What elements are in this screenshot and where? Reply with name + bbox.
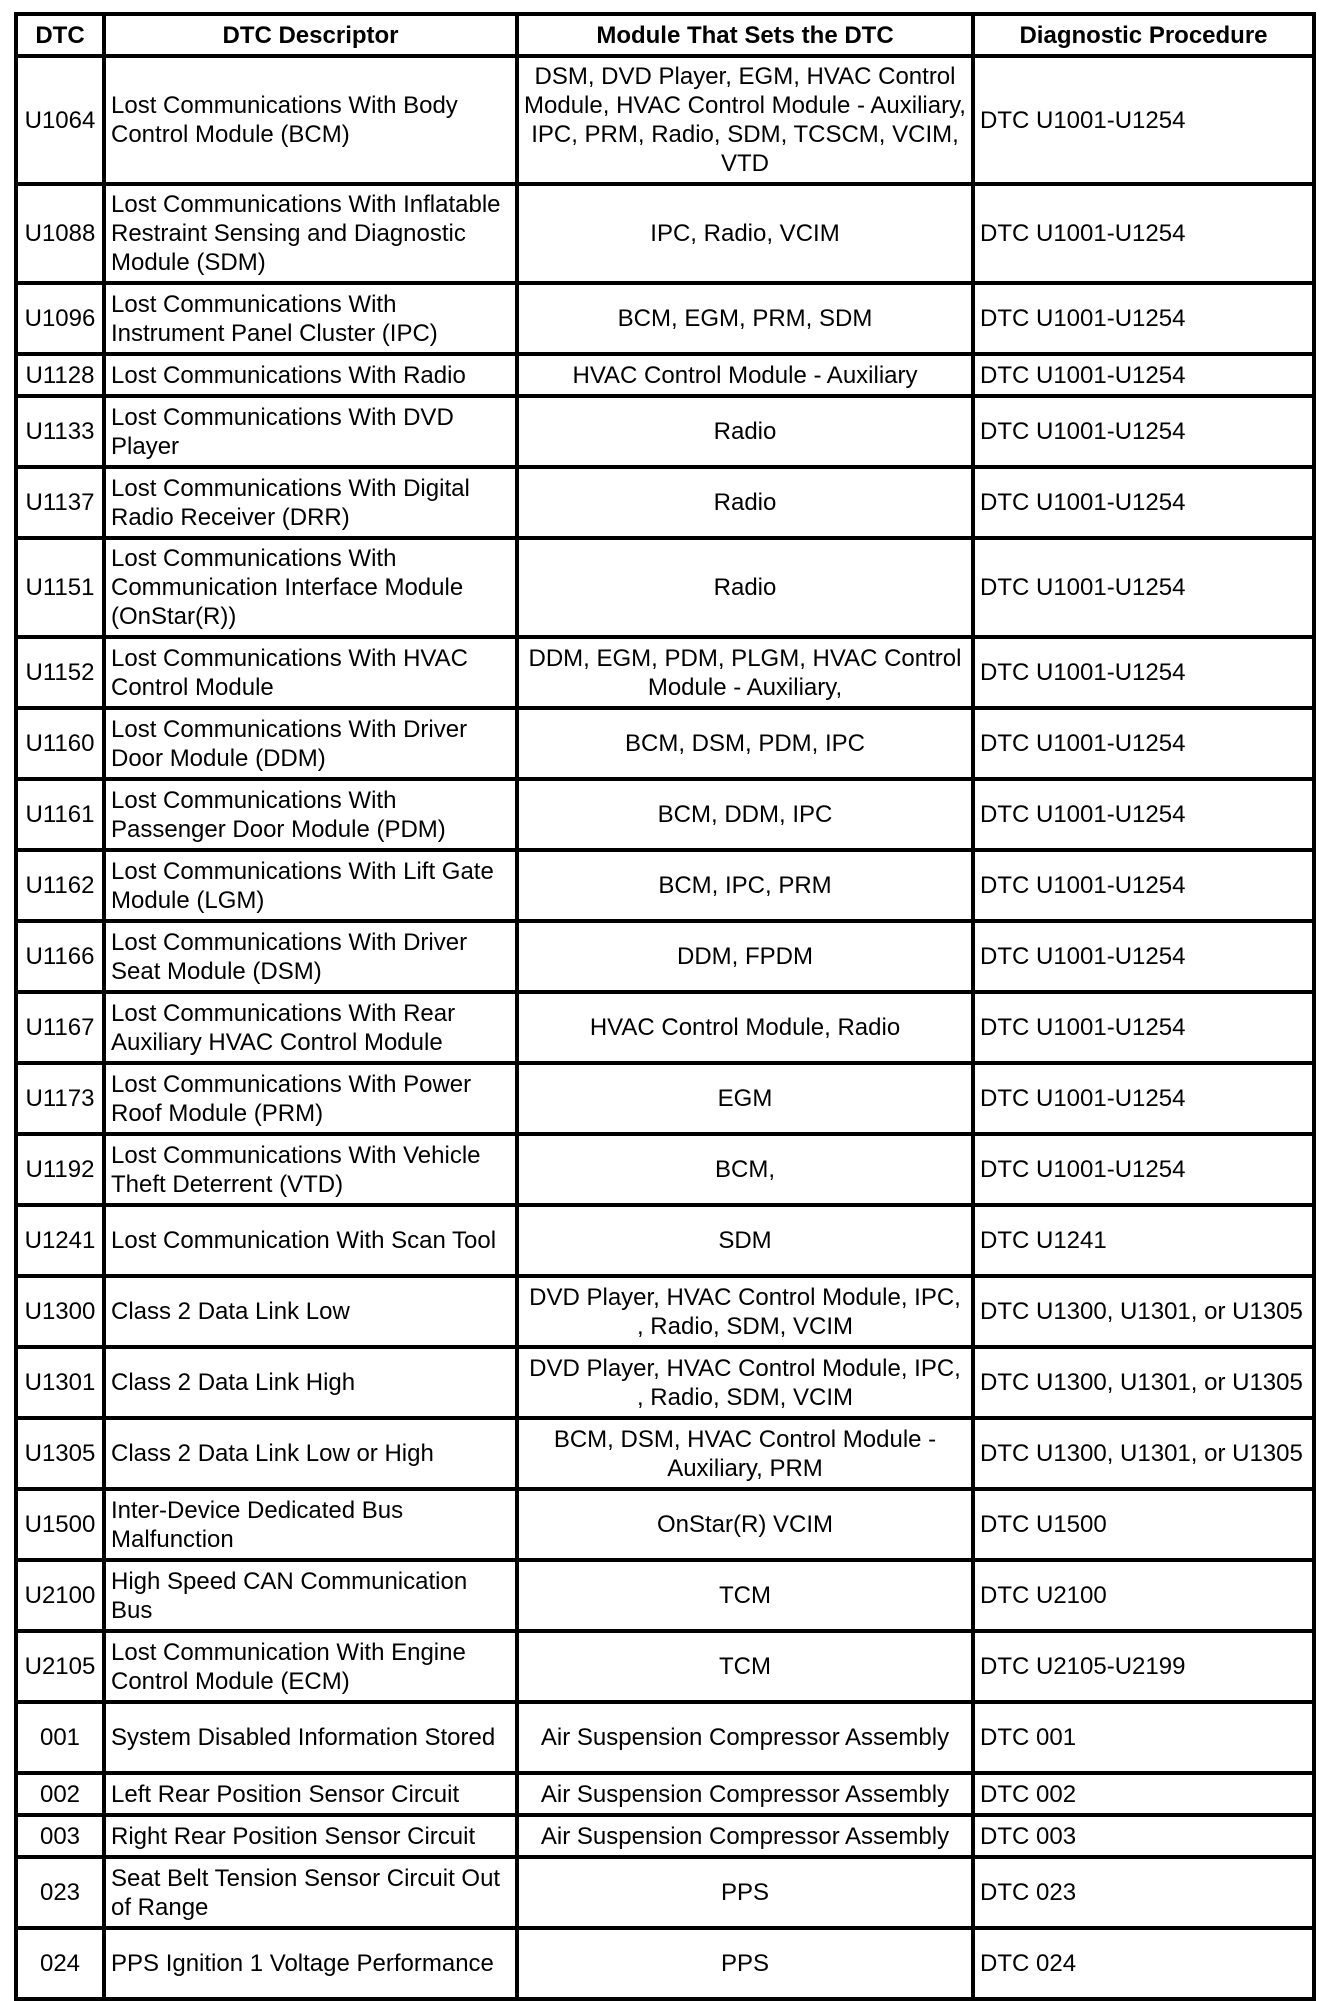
table-row xyxy=(16,992,1314,1063)
table-header-row xyxy=(16,14,1314,56)
dtc-code-cell: U1300 xyxy=(16,1276,104,1347)
table-row xyxy=(16,1134,1314,1205)
dtc-code-cell: U2105 xyxy=(16,1631,104,1702)
dtc-code-cell: U1064 xyxy=(16,56,104,184)
dtc-code-cell: U1162 xyxy=(16,850,104,921)
table-row xyxy=(16,1857,1314,1928)
dtc-descriptor-cell: Lost Communications With Instrument Panel Cluster (IPC) xyxy=(104,283,517,354)
table-row xyxy=(16,850,1314,921)
dtc-descriptor-cell: Right Rear Position Sensor Circuit xyxy=(104,1815,517,1857)
module-cell: PPS xyxy=(517,1928,973,1999)
diagnostic-procedure-cell: DTC U1001-U1254 xyxy=(973,779,1314,850)
diagnostic-procedure-cell: DTC U1001-U1254 xyxy=(973,467,1314,538)
module-cell: IPC, Radio, VCIM xyxy=(517,184,973,283)
table-row xyxy=(16,538,1314,637)
table-row xyxy=(16,467,1314,538)
diagnostic-procedure-cell: DTC 023 xyxy=(973,1857,1314,1928)
module-cell: BCM, DDM, IPC xyxy=(517,779,973,850)
dtc-descriptor-cell: High Speed CAN Communication Bus xyxy=(104,1560,517,1631)
module-cell: BCM, IPC, PRM xyxy=(517,850,973,921)
table-row xyxy=(16,779,1314,850)
dtc-descriptor-cell: Lost Communications With Driver Seat Module (DSM) xyxy=(104,921,517,992)
table-row xyxy=(16,1928,1314,1999)
diagnostic-procedure-cell: DTC U1001-U1254 xyxy=(973,850,1314,921)
module-cell: EGM xyxy=(517,1063,973,1134)
dtc-code-cell: U1161 xyxy=(16,779,104,850)
dtc-code-cell: 023 xyxy=(16,1857,104,1928)
dtc-code-cell: 001 xyxy=(16,1702,104,1773)
diagnostic-procedure-cell: DTC U1001-U1254 xyxy=(973,538,1314,637)
dtc-code-cell: U1301 xyxy=(16,1347,104,1418)
dtc-code-cell: U1137 xyxy=(16,467,104,538)
dtc-descriptor-cell: Class 2 Data Link Low xyxy=(104,1276,517,1347)
dtc-table xyxy=(14,12,1316,2001)
header-module: Module That Sets the DTC xyxy=(517,14,973,56)
diagnostic-procedure-cell: DTC U1001-U1254 xyxy=(973,354,1314,396)
header-dtc-descriptor: DTC Descriptor xyxy=(104,14,517,56)
table-row xyxy=(16,1418,1314,1489)
module-cell: Radio xyxy=(517,538,973,637)
module-cell: DDM, FPDM xyxy=(517,921,973,992)
dtc-descriptor-cell: System Disabled Information Stored xyxy=(104,1702,517,1773)
diagnostic-procedure-cell: DTC U1001-U1254 xyxy=(973,1063,1314,1134)
table-body xyxy=(16,56,1314,1999)
module-cell: BCM, EGM, PRM, SDM xyxy=(517,283,973,354)
diagnostic-procedure-cell: DTC U1001-U1254 xyxy=(973,1134,1314,1205)
dtc-code-cell: U1152 xyxy=(16,637,104,708)
diagnostic-procedure-cell: DTC U2105-U2199 xyxy=(973,1631,1314,1702)
table-row xyxy=(16,184,1314,283)
table-row xyxy=(16,1631,1314,1702)
module-cell: TCM xyxy=(517,1631,973,1702)
dtc-descriptor-cell: Lost Communications With Lift Gate Module (LGM) xyxy=(104,850,517,921)
diagnostic-procedure-cell: DTC 001 xyxy=(973,1702,1314,1773)
module-cell: Air Suspension Compressor Assembly xyxy=(517,1815,973,1857)
table-row xyxy=(16,1205,1314,1276)
dtc-code-cell: U1133 xyxy=(16,396,104,467)
module-cell: Air Suspension Compressor Assembly xyxy=(517,1773,973,1815)
header-diagnostic-procedure: Diagnostic Procedure xyxy=(973,14,1314,56)
table-row xyxy=(16,354,1314,396)
table-row xyxy=(16,1063,1314,1134)
module-cell: BCM, DSM, PDM, IPC xyxy=(517,708,973,779)
dtc-code-cell: U1088 xyxy=(16,184,104,283)
dtc-descriptor-cell: PPS Ignition 1 Voltage Performance xyxy=(104,1928,517,1999)
module-cell: SDM xyxy=(517,1205,973,1276)
module-cell: Radio xyxy=(517,467,973,538)
table-row xyxy=(16,1773,1314,1815)
module-cell: HVAC Control Module - Auxiliary xyxy=(517,354,973,396)
table-row xyxy=(16,1347,1314,1418)
table-row xyxy=(16,1276,1314,1347)
dtc-code-cell: U1166 xyxy=(16,921,104,992)
dtc-descriptor-cell: Left Rear Position Sensor Circuit xyxy=(104,1773,517,1815)
dtc-code-cell: U1173 xyxy=(16,1063,104,1134)
dtc-descriptor-cell: Lost Communications With Inflatable Restraint Sensing and Diagnostic Module (SDM) xyxy=(104,184,517,283)
table-row xyxy=(16,921,1314,992)
table-row xyxy=(16,283,1314,354)
module-cell: DDM, EGM, PDM, PLGM, HVAC Control Module - Auxiliary, xyxy=(517,637,973,708)
module-cell: DVD Player, HVAC Control Module, IPC, , Radio, SDM, VCIM xyxy=(517,1347,973,1418)
diagnostic-procedure-cell: DTC U1001-U1254 xyxy=(973,283,1314,354)
diagnostic-procedure-cell: DTC U1001-U1254 xyxy=(973,396,1314,467)
dtc-descriptor-cell: Lost Communications With Power Roof Module (PRM) xyxy=(104,1063,517,1134)
dtc-descriptor-cell: Lost Communications With HVAC Control Module xyxy=(104,637,517,708)
dtc-code-cell: U1192 xyxy=(16,1134,104,1205)
dtc-code-cell: U1241 xyxy=(16,1205,104,1276)
diagnostic-procedure-cell: DTC 024 xyxy=(973,1928,1314,1999)
dtc-descriptor-cell: Lost Communications With Rear Auxiliary HVAC Control Module xyxy=(104,992,517,1063)
dtc-descriptor-cell: Lost Communications With Driver Door Module (DDM) xyxy=(104,708,517,779)
dtc-descriptor-cell: Class 2 Data Link High xyxy=(104,1347,517,1418)
dtc-descriptor-cell: Lost Communications With Vehicle Theft Deterrent (VTD) xyxy=(104,1134,517,1205)
module-cell: OnStar(R) VCIM xyxy=(517,1489,973,1560)
diagnostic-procedure-cell: DTC U1241 xyxy=(973,1205,1314,1276)
dtc-code-cell: 024 xyxy=(16,1928,104,1999)
dtc-code-cell: U1167 xyxy=(16,992,104,1063)
dtc-code-cell: 003 xyxy=(16,1815,104,1857)
dtc-code-cell: 002 xyxy=(16,1773,104,1815)
dtc-code-cell: U1305 xyxy=(16,1418,104,1489)
diagnostic-procedure-cell: DTC U1500 xyxy=(973,1489,1314,1560)
dtc-code-cell: U1128 xyxy=(16,354,104,396)
diagnostic-procedure-cell: DTC U1001-U1254 xyxy=(973,921,1314,992)
dtc-descriptor-cell: Inter-Device Dedicated Bus Malfunction xyxy=(104,1489,517,1560)
dtc-code-cell: U1160 xyxy=(16,708,104,779)
dtc-descriptor-cell: Lost Communications With Body Control Module (BCM) xyxy=(104,56,517,184)
diagnostic-procedure-cell: DTC 003 xyxy=(973,1815,1314,1857)
dtc-descriptor-cell: Seat Belt Tension Sensor Circuit Out of Range xyxy=(104,1857,517,1928)
module-cell: DVD Player, HVAC Control Module, IPC, , Radio, SDM, VCIM xyxy=(517,1276,973,1347)
table-row xyxy=(16,1702,1314,1773)
table-row xyxy=(16,637,1314,708)
module-cell: BCM, xyxy=(517,1134,973,1205)
module-cell: PPS xyxy=(517,1857,973,1928)
table-row xyxy=(16,56,1314,184)
dtc-descriptor-cell: Lost Communications With DVD Player xyxy=(104,396,517,467)
table-row xyxy=(16,1815,1314,1857)
dtc-descriptor-cell: Class 2 Data Link Low or High xyxy=(104,1418,517,1489)
module-cell: TCM xyxy=(517,1560,973,1631)
diagnostic-procedure-cell: DTC U1001-U1254 xyxy=(973,992,1314,1063)
diagnostic-procedure-cell: DTC U1001-U1254 xyxy=(973,184,1314,283)
dtc-code-cell: U2100 xyxy=(16,1560,104,1631)
dtc-descriptor-cell: Lost Communication With Scan Tool xyxy=(104,1205,517,1276)
dtc-descriptor-cell: Lost Communications With Radio xyxy=(104,354,517,396)
dtc-descriptor-cell: Lost Communication With Engine Control Module (ECM) xyxy=(104,1631,517,1702)
table-row xyxy=(16,1560,1314,1631)
diagnostic-procedure-cell: DTC U1300, U1301, or U1305 xyxy=(973,1276,1314,1347)
dtc-code-cell: U1151 xyxy=(16,538,104,637)
dtc-descriptor-cell: Lost Communications With Communication Interface Module (OnStar(R)) xyxy=(104,538,517,637)
module-cell: BCM, DSM, HVAC Control Module - Auxiliary, PRM xyxy=(517,1418,973,1489)
diagnostic-procedure-cell: DTC U1300, U1301, or U1305 xyxy=(973,1418,1314,1489)
module-cell: HVAC Control Module, Radio xyxy=(517,992,973,1063)
diagnostic-procedure-cell: DTC U2100 xyxy=(973,1560,1314,1631)
dtc-code-cell: U1096 xyxy=(16,283,104,354)
dtc-descriptor-cell: Lost Communications With Digital Radio Receiver (DRR) xyxy=(104,467,517,538)
module-cell: Radio xyxy=(517,396,973,467)
header-dtc: DTC xyxy=(16,14,104,56)
diagnostic-procedure-cell: DTC U1001-U1254 xyxy=(973,637,1314,708)
table-row xyxy=(16,396,1314,467)
table-row xyxy=(16,1489,1314,1560)
diagnostic-procedure-cell: DTC U1300, U1301, or U1305 xyxy=(973,1347,1314,1418)
module-cell: Air Suspension Compressor Assembly xyxy=(517,1702,973,1773)
module-cell: DSM, DVD Player, EGM, HVAC Control Module, HVAC Control Module - Auxiliary, IPC, PRM, Radio, SDM, TCSCM, VCIM, VTD xyxy=(517,56,973,184)
table-row xyxy=(16,708,1314,779)
dtc-descriptor-cell: Lost Communications With Passenger Door Module (PDM) xyxy=(104,779,517,850)
diagnostic-procedure-cell: DTC 002 xyxy=(973,1773,1314,1815)
diagnostic-procedure-cell: DTC U1001-U1254 xyxy=(973,708,1314,779)
dtc-code-cell: U1500 xyxy=(16,1489,104,1560)
diagnostic-procedure-cell: DTC U1001-U1254 xyxy=(973,56,1314,184)
